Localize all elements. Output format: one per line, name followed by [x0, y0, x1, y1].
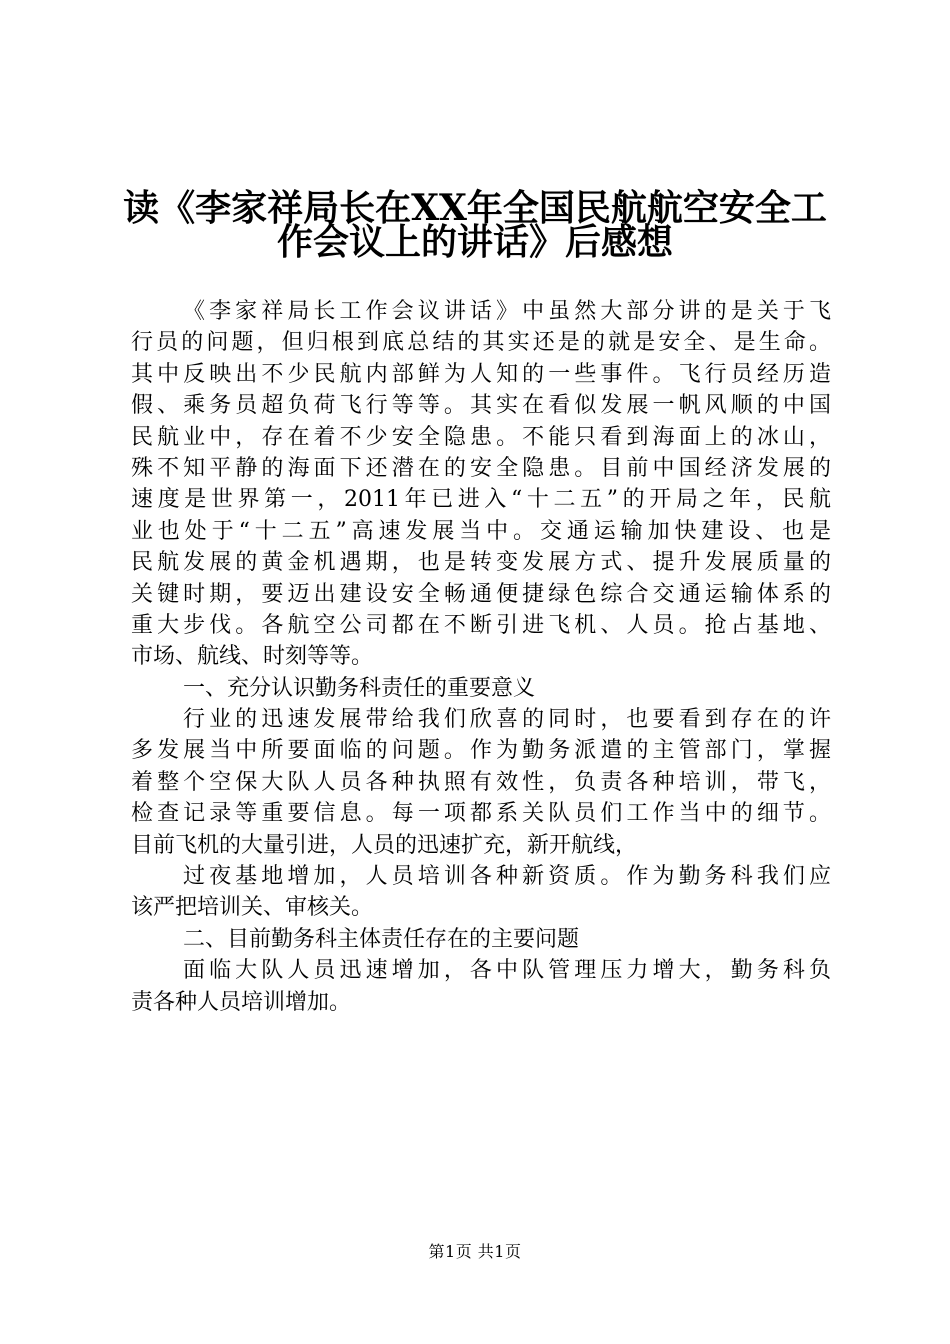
- body-line: 关键时期，要迈出建设安全畅通便捷绿色综合交通运输体系的: [131, 581, 831, 607]
- document-title-line-2: 作会议上的讲话》后感想: [276, 221, 673, 263]
- page-number-footer: 第1页 共1页: [428, 1242, 522, 1261]
- body-line: 假、乘务员超负荷飞行等等。其实在看似发展一帆风顺的中国: [131, 393, 831, 419]
- body-line: 该严把培训关、审核关。: [131, 895, 374, 921]
- body-line: 过夜基地增加，人员培训各种新资质。作为勤务科我们应: [183, 864, 831, 890]
- body-line: 业也处于“十二五”高速发展当中。交通运输加快建设、也是: [131, 518, 831, 544]
- body-line: 着整个空保大队人员各种执照有效性，负责各种培训，带飞，: [131, 769, 831, 795]
- body-line: 检查记录等重要信息。每一项都系关队员们工作当中的细节。: [131, 801, 831, 827]
- document-title-line-1: 读《李家祥局长在XX年全国民航航空安全工: [123, 187, 827, 229]
- body-line: 殊不知平静的海面下还潜在的安全隐患。目前中国经济发展的: [131, 455, 831, 481]
- body-line: 《李家祥局长工作会议讲话》中虽然大部分讲的是关于飞: [183, 299, 831, 324]
- body-line: 责各种人员培训增加。: [131, 989, 352, 1015]
- body-line: 民航业中，存在着不少安全隐患。不能只看到海面上的冰山，: [131, 424, 831, 450]
- body-line: 重大步伐。各航空公司都在不断引进飞机、人员。抢占基地、: [131, 612, 831, 638]
- body-line: 面临大队人员迅速增加，各中队管理压力增大，勤务科负: [183, 958, 831, 984]
- body-line: 民航发展的黄金机遇期，也是转变发展方式、提升发展质量的: [131, 550, 831, 576]
- body-line: 多发展当中所要面临的问题。作为勤务派遣的主管部门，掌握: [131, 738, 831, 764]
- body-line: 其中反映出不少民航内部鲜为人知的一些事件。飞行员经历造: [131, 361, 831, 387]
- body-line: 速度是世界第一，2011年已进入“十二五”的开局之年，民航: [131, 487, 831, 513]
- document-body: [131, 296, 831, 1018]
- body-line: 市场、航线、时刻等等。: [131, 644, 374, 670]
- body-line: 行业的迅速发展带给我们欣喜的同时，也要看到存在的许: [183, 707, 831, 733]
- body-line: 目前飞机的大量引进，人员的迅速扩充，新开航线，: [131, 832, 638, 858]
- section-heading: 一、充分认识勤务科责任的重要意义: [183, 675, 536, 701]
- body-line: 行员的问题，但归根到底总结的其实还是的就是安全、是生命。: [131, 330, 831, 356]
- section-heading: 二、目前勤务科主体责任存在的主要问题: [183, 926, 580, 952]
